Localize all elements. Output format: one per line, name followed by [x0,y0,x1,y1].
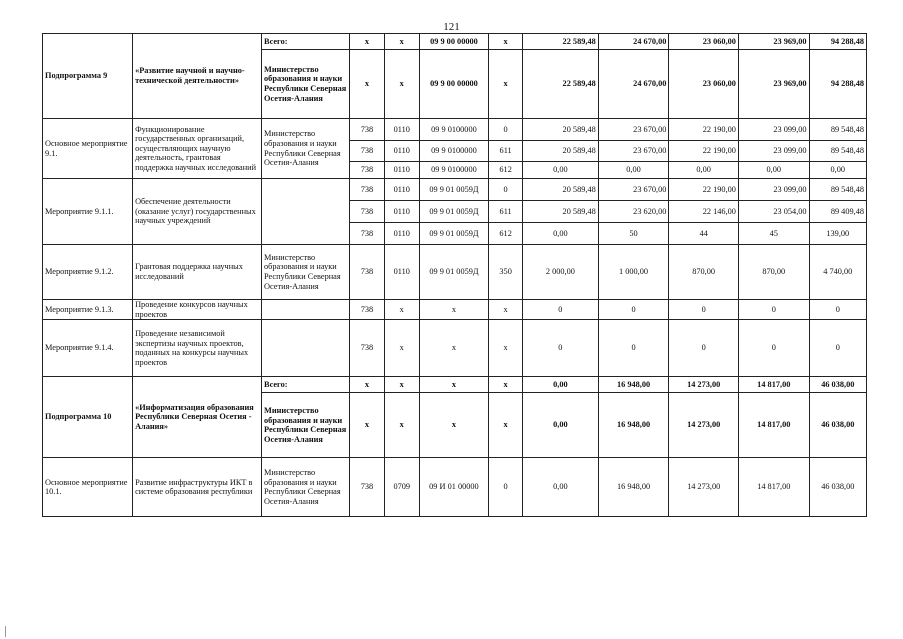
table-cell: 738 [350,223,385,245]
table-cell: 2 000,00 [523,245,599,300]
table-cell: 738 [350,162,385,179]
table-cell: Министерство образования и науки Республики Северная Осетия-Алания [262,245,350,300]
table-cell: 23 670,00 [598,141,669,162]
table-cell [262,320,350,377]
table-cell: 09 9 01 0059Д [419,179,489,201]
table-row [43,320,867,377]
table-cell: 738 [350,201,385,223]
table-cell: 738 [350,119,385,141]
table-cell: х [419,300,489,320]
table-cell: 46 038,00 [809,458,866,517]
table-cell: х [419,377,489,393]
table-cell: Министерство образования и науки Республики Северная Осетия-Алания [262,458,350,517]
table-cell: 20 589,48 [523,141,599,162]
table-cell: 44 [669,223,739,245]
table-cell: 0110 [384,119,419,141]
table-cell: 09 И 01 00000 [419,458,489,517]
table-cell: х [489,393,523,458]
table-cell: 0 [489,458,523,517]
table-cell: 09 9 00 00000 [419,50,489,119]
table-cell: 23 670,00 [598,179,669,201]
table-cell: 23 054,00 [738,201,809,223]
scan-edge-mark [5,626,6,637]
table-cell: 0,00 [523,393,599,458]
table-cell: 0,00 [523,458,599,517]
table-cell: 16 948,00 [598,458,669,517]
table-cell: 0,00 [809,162,866,179]
table-cell: 09 9 01 0059Д [419,223,489,245]
table-cell: Министерство образования и науки Республики Северная Осетия-Алания [262,50,350,119]
table-cell: 09 9 0100000 [419,119,489,141]
table-cell: Мероприятие 9.1.3. [43,300,133,320]
table-cell: 23 099,00 [738,179,809,201]
table-cell: 0110 [384,245,419,300]
table-cell: 1 000,00 [598,245,669,300]
table-row [43,34,867,50]
table-cell: 23 969,00 [738,34,809,50]
table-cell: Министерство образования и науки Республики Северная Осетия-Алания [262,393,350,458]
table-cell: 22 190,00 [669,179,739,201]
table-cell: 23 620,00 [598,201,669,223]
table-cell: 46 038,00 [809,393,866,458]
table-cell: х [350,34,385,50]
table-cell: 611 [489,201,523,223]
table-cell: Подпрограмма 9 [43,34,133,119]
table-cell: 89 548,48 [809,119,866,141]
table-cell: 0709 [384,458,419,517]
table-cell: 611 [489,141,523,162]
table-cell: 24 670,00 [598,34,669,50]
table-cell: 0 [598,320,669,377]
table-cell: х [384,300,419,320]
table-cell: 45 [738,223,809,245]
table-cell: 612 [489,162,523,179]
table-cell: Обеспечение деятельности (оказание услуг) государственных научных учреждений [133,179,262,245]
table-cell: 0 [598,300,669,320]
table-cell: 0,00 [523,377,599,393]
table-cell: х [384,320,419,377]
table-cell: Мероприятие 9.1.4. [43,320,133,377]
table-cell: 738 [350,245,385,300]
table-cell [262,300,350,320]
table-cell: 738 [350,320,385,377]
table-cell: 0,00 [738,162,809,179]
table-cell: 14 817,00 [738,393,809,458]
table-cell: Развитие инфраструктуры ИКТ в системе образования республики [133,458,262,517]
table-cell: 23 969,00 [738,50,809,119]
table-cell: х [419,320,489,377]
table-cell: «Информатизация образования Республики Северная Осетия - Алания» [133,377,262,458]
table-cell: х [489,320,523,377]
table-cell: 89 409,48 [809,201,866,223]
table-cell: 0,00 [523,223,599,245]
table-cell: Подпрограмма 10 [43,377,133,458]
table-cell: 16 948,00 [598,393,669,458]
table-cell: 22 190,00 [669,119,739,141]
table-cell: 0 [669,300,739,320]
table-row [43,377,867,393]
table-cell: 09 9 0100000 [419,141,489,162]
table-cell: 0110 [384,179,419,201]
table-cell: х [489,300,523,320]
table-cell: 738 [350,141,385,162]
table-cell: 0 [489,119,523,141]
table-cell: Всего: [262,377,350,393]
table-cell: 738 [350,179,385,201]
table-cell: 738 [350,458,385,517]
table-cell: Основное мероприятие 10.1. [43,458,133,517]
table-cell: х [384,34,419,50]
table-cell: 22 589,48 [523,50,599,119]
table-cell: х [350,393,385,458]
table-cell: 09 9 01 0059Д [419,201,489,223]
table-cell: 14 817,00 [738,458,809,517]
table-cell [262,179,350,245]
table-cell: х [489,34,523,50]
table-cell: х [384,50,419,119]
table-cell: 22 146,00 [669,201,739,223]
table-cell: 0110 [384,162,419,179]
table-cell: 870,00 [738,245,809,300]
table-cell: х [489,377,523,393]
table-cell: х [384,377,419,393]
table-row [43,245,867,300]
table-cell: х [350,377,385,393]
table-cell: 23 099,00 [738,141,809,162]
table-cell: х [384,393,419,458]
table-cell: Проведение конкурсов научных проектов [133,300,262,320]
budget-table [42,33,867,517]
table-cell: 09 9 00 00000 [419,34,489,50]
table-cell: 14 817,00 [738,377,809,393]
table-cell: 20 589,48 [523,201,599,223]
table-cell: 16 948,00 [598,377,669,393]
table-cell: х [419,393,489,458]
table-cell: 0 [523,300,599,320]
table-cell: 0 [809,320,866,377]
table-cell: 20 589,48 [523,179,599,201]
table-cell: 0,00 [523,162,599,179]
table-cell: 22 190,00 [669,141,739,162]
table-cell: 14 273,00 [669,393,739,458]
table-cell: 23 060,00 [669,50,739,119]
table-cell: Основное мероприятие 9.1. [43,119,133,179]
table-cell: 09 9 0100000 [419,162,489,179]
table-cell: Мероприятие 9.1.1. [43,179,133,245]
table-cell: 89 548,48 [809,179,866,201]
table-cell: 870,00 [669,245,739,300]
table-cell: Проведение независимой экспертизы научных проектов, поданных на конкурсы научных проектов [133,320,262,377]
table-cell: 94 288,48 [809,34,866,50]
table-cell: 23 670,00 [598,119,669,141]
table-cell: Функционирование государственных организаций, осуществляющих научную деятельность, грантовая поддержка научных исследований [133,119,262,179]
table-cell: 612 [489,223,523,245]
table-cell: «Развитие научной и научно-технической деятельности» [133,34,262,119]
table-row [43,300,867,320]
table-cell: 94 288,48 [809,50,866,119]
table-cell: 23 060,00 [669,34,739,50]
table-cell: 0 [523,320,599,377]
table-cell: 20 589,48 [523,119,599,141]
page-number: 121 [443,21,460,33]
table-cell: 23 099,00 [738,119,809,141]
table-cell: 14 273,00 [669,377,739,393]
table-cell: 14 273,00 [669,458,739,517]
table-cell: 0 [489,179,523,201]
table-cell: 0 [809,300,866,320]
table-cell: х [350,50,385,119]
table-cell: 738 [350,300,385,320]
table-cell: Грантовая поддержка научных исследований [133,245,262,300]
table-cell: 89 548,48 [809,141,866,162]
table-cell: 50 [598,223,669,245]
table-cell: 0 [738,300,809,320]
table-cell: 09 9 01 0059Д [419,245,489,300]
table-cell: 139,00 [809,223,866,245]
table-row [43,458,867,517]
table-cell: 0 [669,320,739,377]
table-row [43,119,867,141]
table-cell: 24 670,00 [598,50,669,119]
table-cell: Мероприятие 9.1.2. [43,245,133,300]
table-row [43,179,867,201]
table-cell: х [489,50,523,119]
table-cell: 0110 [384,223,419,245]
table-cell: 0,00 [598,162,669,179]
table-cell: 0,00 [669,162,739,179]
table-cell: 22 589,48 [523,34,599,50]
table-cell: 0110 [384,201,419,223]
table-cell: Министерство образования и науки Республики Северная Осетия-Алания [262,119,350,179]
table-cell: Всего: [262,34,350,50]
table-cell: 4 740,00 [809,245,866,300]
table-cell: 0 [738,320,809,377]
table-cell: 46 038,00 [809,377,866,393]
table-cell: 350 [489,245,523,300]
table-cell: 0110 [384,141,419,162]
